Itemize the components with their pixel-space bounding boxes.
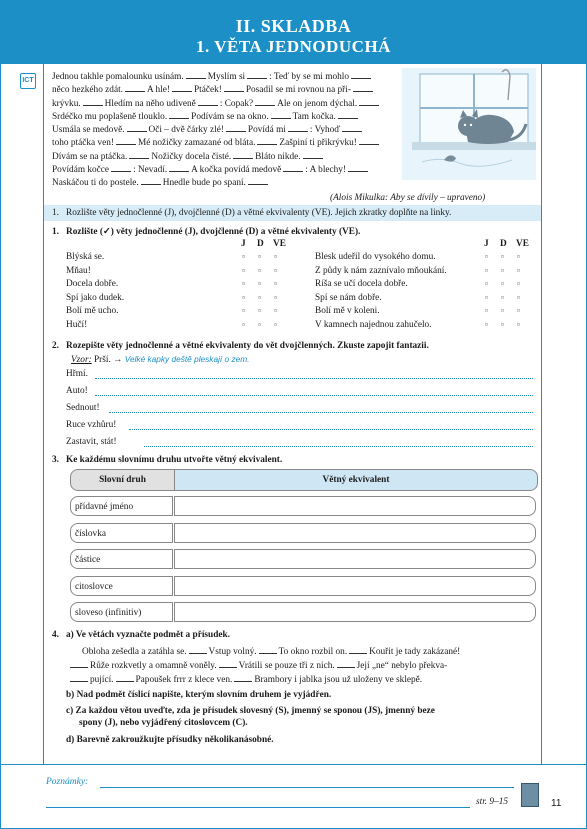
- checkbox: ▫: [258, 279, 261, 289]
- answer-blank: [169, 163, 189, 172]
- story-fragment: Povídá mi: [247, 125, 286, 136]
- checkbox: ▫: [501, 306, 504, 316]
- answer-blank: [70, 673, 88, 682]
- answer-blank: [283, 163, 303, 172]
- checkbox: ▫: [242, 306, 245, 316]
- answer-blank: [338, 110, 358, 119]
- answer-blank: [116, 673, 134, 682]
- answer-blank: [342, 123, 362, 132]
- answer-blank: [129, 150, 149, 159]
- answer-blank: [337, 659, 355, 668]
- story-fragment: Dívám se na ptáčka.: [52, 151, 128, 162]
- checkbox: ▫: [274, 279, 277, 289]
- answer-cell: [174, 576, 536, 596]
- answer-blank: [186, 70, 206, 79]
- story-fragment: Srdéčko mu poplašeně tlouklo.: [52, 111, 168, 122]
- column-header-word-class: Slovní druh: [70, 469, 175, 491]
- answer-blank: [169, 110, 189, 119]
- story-line: [52, 136, 398, 149]
- answer-blank: [349, 645, 367, 654]
- story-fragment: Ale on jenom dýchal.: [277, 98, 358, 109]
- word-class-cell: číslovka: [70, 523, 173, 543]
- checkbox: ▫: [258, 320, 261, 329]
- checkbox: ▫: [517, 279, 520, 289]
- checkbox: ▫: [517, 306, 520, 316]
- answer-blank: [125, 83, 145, 92]
- checkbox: ▫: [274, 252, 277, 261]
- sentence-prompt: Auto!: [66, 386, 88, 396]
- cat-and-bird-illustration: [402, 68, 536, 180]
- story-fragment: Posadil se mi rovnou na při-: [245, 85, 351, 96]
- answer-blank: [271, 110, 291, 119]
- checkbox: ▫: [517, 320, 520, 329]
- notes-line-2: [46, 806, 470, 808]
- sentence-right: Spí se nám dobře.: [315, 292, 382, 303]
- task2-heading: 2. Rozepište věty jednočlenné a větné ekvivalenty do vět dvojčlenných. Zkuste zapojit fantazii.: [52, 341, 429, 351]
- sentence-left: Spí jako dudek.: [66, 292, 125, 303]
- story-fragment: Podívám se na okno.: [191, 111, 269, 122]
- sentence-line: [68, 673, 523, 687]
- checkbox: ▫: [242, 265, 245, 275]
- answer-blank: [247, 70, 267, 79]
- story-line: [52, 97, 398, 110]
- sentence-fragment: Vstup volný.: [208, 647, 257, 657]
- answer-blank: [172, 83, 192, 92]
- sentence-fragment: Papoušek frrr z klece ven.: [135, 675, 233, 685]
- task4-part-c-line1: c) Za každou větou uveďte, zda je přísudek slovesný (S), jmenný se sponou (JS), jmenný beze: [66, 706, 435, 716]
- story-fragment: A kočka povídá medově: [191, 165, 282, 176]
- answer-line: [95, 369, 534, 379]
- page-number: 11: [551, 798, 562, 809]
- footer-rule: [0, 764, 587, 765]
- story-fragment: Povídám kočce: [52, 165, 110, 176]
- story-fragment: Bláto nikde.: [255, 151, 301, 162]
- checkbox: ▫: [242, 292, 245, 302]
- story-fragment: : Teď by se mi mohlo: [269, 72, 349, 82]
- task3-heading: 3. Ke každému slovnímu druhu utvořte větný ekvivalent.: [52, 455, 283, 465]
- sentence-line: [68, 659, 523, 673]
- story-fragment: Mé nožičky zamazané od bláta.: [137, 138, 256, 149]
- story-attribution: (Alois Mikulka: Aby se dívily – upraveno): [330, 193, 486, 203]
- answer-blank: [233, 150, 253, 159]
- checkbox: ▫: [501, 265, 504, 275]
- checkbox: ▫: [258, 306, 261, 316]
- task4-part-b: b) Nad podmět číslicí napište, kterým slovním druhem je vyjádřen.: [66, 690, 332, 700]
- story-fragment: Nožičky docela čisté.: [151, 151, 232, 162]
- section-title: 1. VĚTA JEDNODUCHÁ: [196, 37, 391, 56]
- sentence-right: Bolí mě v koleni.: [315, 306, 380, 317]
- word-class-cell: citoslovce: [70, 576, 173, 596]
- story-fragment: Hnedle bude po spaní.: [162, 178, 246, 189]
- sentence-prompt: Zastavit, stát!: [66, 437, 117, 447]
- checkbox: ▫: [258, 252, 261, 261]
- checkbox: ▫: [517, 265, 520, 275]
- story-fragment: Myslím si: [207, 72, 246, 82]
- checkbox: ▫: [501, 252, 504, 261]
- checkbox: ▫: [274, 320, 277, 329]
- answer-blank: [116, 136, 136, 145]
- sentence-right: Blesk udeřil do vysokého domu.: [315, 252, 436, 262]
- story-line: [52, 176, 398, 189]
- left-margin-rule: [43, 64, 44, 764]
- answer-cell: [174, 549, 536, 569]
- checkbox: ▫: [501, 320, 504, 329]
- sentence-fragment: Obloha zešedla a zatáhla se.: [82, 647, 187, 657]
- story-line: [52, 83, 398, 96]
- checkbox: ▫: [242, 320, 245, 329]
- checkbox: ▫: [517, 252, 520, 261]
- sentence-fragment: To okno rozbil on.: [278, 647, 348, 657]
- story-line: [52, 110, 398, 123]
- answer-blank: [255, 97, 275, 106]
- answer-blank: [224, 83, 244, 92]
- sentence-right: Ríša se učí docela dobře.: [315, 279, 408, 290]
- sentence-prompt: Ruce vzhůru!: [66, 420, 117, 430]
- story-fragment: : Copak?: [219, 98, 254, 109]
- textbook-thumbnail-icon: [521, 783, 539, 807]
- answer-blank: [189, 645, 207, 654]
- chapter-header: [0, 0, 587, 64]
- task4-part-d: d) Barevně zakroužkujte přísudky několikanásobné.: [66, 735, 274, 745]
- column-header-equivalent: Větný ekvivalent: [174, 469, 538, 491]
- checkbox: ▫: [274, 306, 277, 316]
- story-text: [52, 70, 398, 190]
- sentence-line: [82, 645, 537, 659]
- checkbox: ▫: [485, 265, 488, 275]
- story-fragment: krývku.: [52, 98, 81, 109]
- story-fragment: : Vyhoď: [309, 125, 341, 136]
- answer-blank: [353, 83, 373, 92]
- story-fragment: něco hezkého zdát.: [52, 85, 123, 96]
- checkbox: ▫: [485, 292, 488, 302]
- checkbox: ▫: [517, 292, 520, 302]
- chapter-title: II. SKLADBA: [235, 16, 352, 36]
- answer-cell: [174, 496, 536, 516]
- checkbox: ▫: [258, 265, 261, 275]
- checkbox: ▫: [258, 292, 261, 302]
- sentence-fragment: Kouřit je tady zakázané!: [369, 647, 461, 657]
- checkbox: ▫: [485, 252, 488, 261]
- answer-blank: [288, 123, 308, 132]
- answer-blank: [248, 176, 268, 185]
- answer-line: [95, 386, 534, 396]
- checkbox: ▫: [501, 292, 504, 302]
- answer-blank: [351, 70, 371, 79]
- answer-blank: [83, 97, 103, 106]
- story-fragment: : A blechy!: [305, 165, 347, 176]
- answer-blank: [198, 97, 218, 106]
- story-fragment: Naskáčou ti do postele.: [52, 178, 139, 189]
- task4-part-c-line2: spony (J), nebo vyjádřený citoslovcem (C).: [79, 718, 248, 728]
- checkbox: ▫: [274, 292, 277, 302]
- story-fragment: toho ptáčka ven!: [52, 138, 114, 149]
- sentence-left: Docela dobře.: [66, 279, 119, 290]
- sentence-left: Blýská se.: [66, 252, 105, 262]
- checkbox: ▫: [274, 265, 277, 275]
- story-fragment: A hle!: [146, 85, 170, 96]
- task4-heading: 4. a) Ve větách vyznačte podmět a přísudek.: [52, 630, 230, 640]
- checkbox: ▫: [485, 306, 488, 316]
- sentence-fragment: Růže rozkvetly a omamně voněly.: [90, 661, 217, 671]
- column-header: D: [500, 239, 507, 249]
- sentence-fragment: pující.: [90, 675, 114, 685]
- column-header: VE: [273, 239, 286, 249]
- answer-line: [144, 437, 534, 447]
- sentence-fragment: Vrátili se pouze tři z nich.: [238, 661, 335, 671]
- answer-cell: [174, 523, 536, 543]
- answer-blank: [348, 163, 368, 172]
- column-header: J: [484, 239, 489, 249]
- sentence-fragment: Brambory i jablka jsou už uloženy ve sklepě.: [254, 675, 423, 685]
- sentence-fragment: Její „ne“ nebylo překva-: [356, 661, 448, 671]
- textbook-reference: str. 9–15: [476, 797, 509, 807]
- story-line: [52, 123, 398, 136]
- story-line: [52, 150, 398, 163]
- column-header: D: [257, 239, 264, 249]
- answer-blank: [303, 150, 323, 159]
- story-line: [52, 163, 398, 176]
- answer-blank: [359, 97, 379, 106]
- answer-blank: [127, 123, 147, 132]
- answer-blank: [219, 659, 237, 668]
- sentence-left: Hučí!: [66, 320, 88, 330]
- answer-blank: [70, 659, 88, 668]
- answer-blank: [141, 176, 161, 185]
- checkbox: ▫: [242, 279, 245, 289]
- right-margin-rule: [541, 64, 542, 764]
- answer-cell: [174, 602, 536, 622]
- ict-icon: ICT: [20, 73, 36, 89]
- answer-blank: [111, 163, 131, 172]
- story-fragment: Zašpiní ti přikrývku!: [279, 138, 357, 149]
- sentence-left: Bolí mě ucho.: [66, 306, 119, 317]
- task-instruction: 1. Rozlište věty jednočlenné (J), dvojčlenné (D) a větné ekvivalenty (VE). Jejich zkratky doplňte na linky.: [52, 208, 452, 218]
- word-class-cell: sloveso (infinitiv): [70, 602, 173, 622]
- story-fragment: Hledím na něho udiveně: [104, 98, 196, 109]
- sentence-right: Z půdy k nám zaznívalo mňoukání.: [315, 265, 447, 276]
- story-fragment: Ptáček!: [193, 85, 222, 96]
- sentence-right: V kamnech najednou zahučelo.: [315, 320, 432, 330]
- example-line: Vzor: Prší. → Velké kapky deště pleskají o zem.: [71, 354, 250, 365]
- task1-heading: 1. Rozlište (✓) věty jednočlenné (J), dvojčlenné (D) a větné ekvivalenty (VE).: [52, 227, 361, 237]
- story-line: [52, 70, 398, 83]
- column-header: J: [241, 239, 246, 249]
- checkbox: ▫: [485, 320, 488, 329]
- answer-line: [129, 420, 533, 430]
- sentence-prompt: Hřmí.: [66, 369, 88, 379]
- answer-blank: [226, 123, 246, 132]
- sentence-left: Mňau!: [66, 265, 91, 276]
- column-header: VE: [516, 239, 529, 249]
- notes-line-1: [100, 786, 514, 788]
- story-fragment: Jednou takhle pomalounku usínám.: [52, 72, 184, 82]
- story-fragment: Tam kočka.: [292, 111, 336, 122]
- checkbox: ▫: [501, 279, 504, 289]
- checkbox: ▫: [485, 279, 488, 289]
- answer-blank: [257, 136, 277, 145]
- answer-blank: [259, 645, 277, 654]
- story-fragment: : Nevadí.: [133, 165, 168, 176]
- sentence-prompt: Sednout!: [66, 403, 100, 413]
- answer-blank: [359, 136, 379, 145]
- word-class-cell: částice: [70, 549, 173, 569]
- checkbox: ▫: [242, 252, 245, 261]
- story-fragment: Oči – dvě čárky zlé!: [148, 125, 224, 136]
- answer-blank: [234, 673, 252, 682]
- word-class-cell: přídavné jméno: [70, 496, 173, 516]
- answer-line: [109, 403, 533, 413]
- story-fragment: Usmála se medově.: [52, 125, 125, 136]
- notes-label: Poznámky:: [46, 777, 89, 787]
